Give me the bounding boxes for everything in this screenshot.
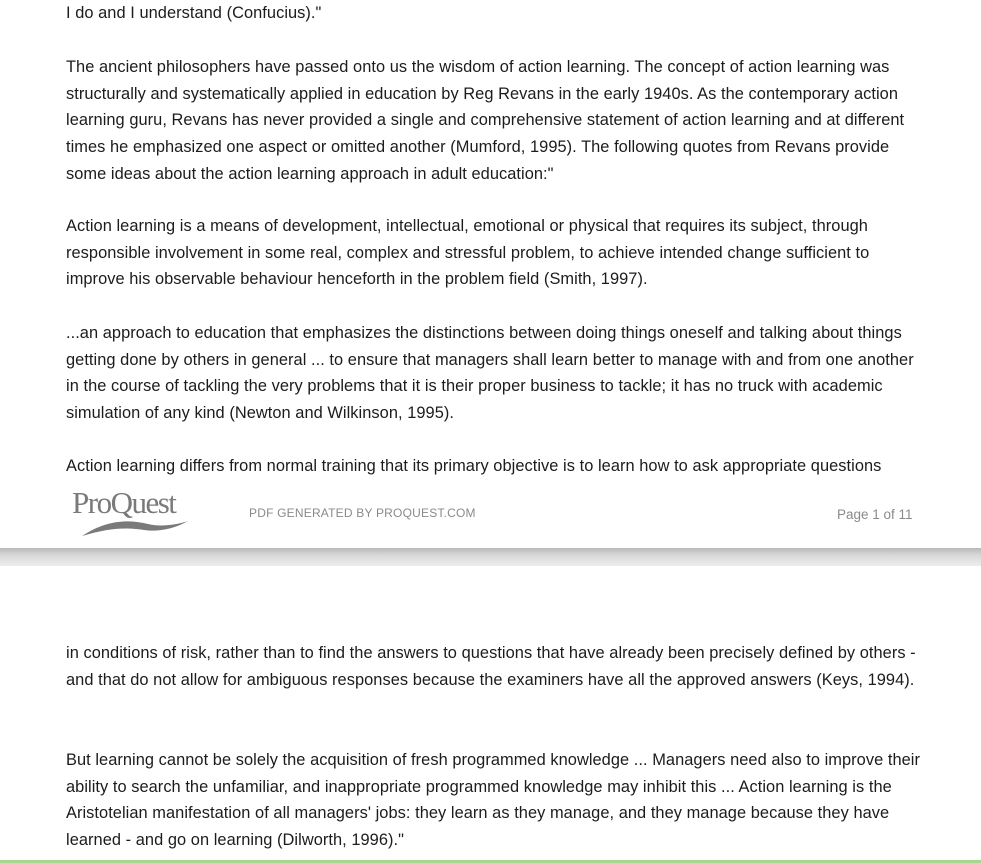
proquest-logo-icon (68, 484, 204, 542)
page-number-label: Page 1 of 11 (837, 507, 913, 522)
paragraph-confucius: I do and I understand (Confucius)." (66, 4, 322, 22)
paragraph-conditions-of-risk: in conditions of risk, rather than to find the answers to questions that have already been precisely defined by others - and that do not allow for ambiguous responses because the examiners have all the approved answers (Keys, 1994). (66, 644, 916, 689)
proquest-logo-text: ProQuest (72, 485, 176, 520)
paragraph-action-learning-differs: Action learning differs from normal training that its primary objective is to learn how to ask appropriate questions (66, 457, 882, 475)
paragraph-action-learning-definition: Action learning is a means of development, intellectual, emotional or physical that requires its subject, through responsible involvement in some real, complex and stressful problem, to achieve intended change sufficient to improve his observable behaviour henceforth in the problem field (Smith, 1997). (66, 217, 870, 289)
proquest-logo-swoosh (82, 521, 188, 536)
paragraph-ancient-philosophers: The ancient philosophers have passed onto us the wisdom of action learning. The concept of action learning was structurally and systematically applied in education by Reg Revans in the early 1940s. As the contemporary action learning guru, Revans has never provided a single and comprehensive statement of action learning and at different times he emphasized one aspect or omitted another (Mumford, 1995). The following quotes from Revans provide some ideas about the action learning approach in adult education:" (66, 58, 905, 183)
paragraph-approach-to-education: ...an approach to education that emphasizes the distinctions between doing things oneself and talking about things getting done by others in general ... to ensure that managers shall learn better to manage with and from one another in the course of tackling the very problems that it is their proper business to tackle; it has no truck with academic simulation of any kind (Newton and Wilkinson, 1995). (66, 324, 914, 423)
pdf-generated-by-label: PDF GENERATED BY PROQUEST.COM (249, 506, 476, 520)
paragraph-programmed-knowledge: But learning cannot be solely the acquisition of fresh programmed knowledge ... Managers need also to improve their ability to search the unfamiliar, and inappropriate programmed knowledge may inhibit this ... Action learning is the Aristotelian manifestation of all managers' jobs: they learn as they manage, and they manage because they have learned - and go on learning (Dilworth, 1996)." (66, 751, 920, 850)
pdf-page-2 (0, 566, 981, 863)
proquest-logo (68, 484, 204, 542)
page-separator (0, 548, 981, 566)
